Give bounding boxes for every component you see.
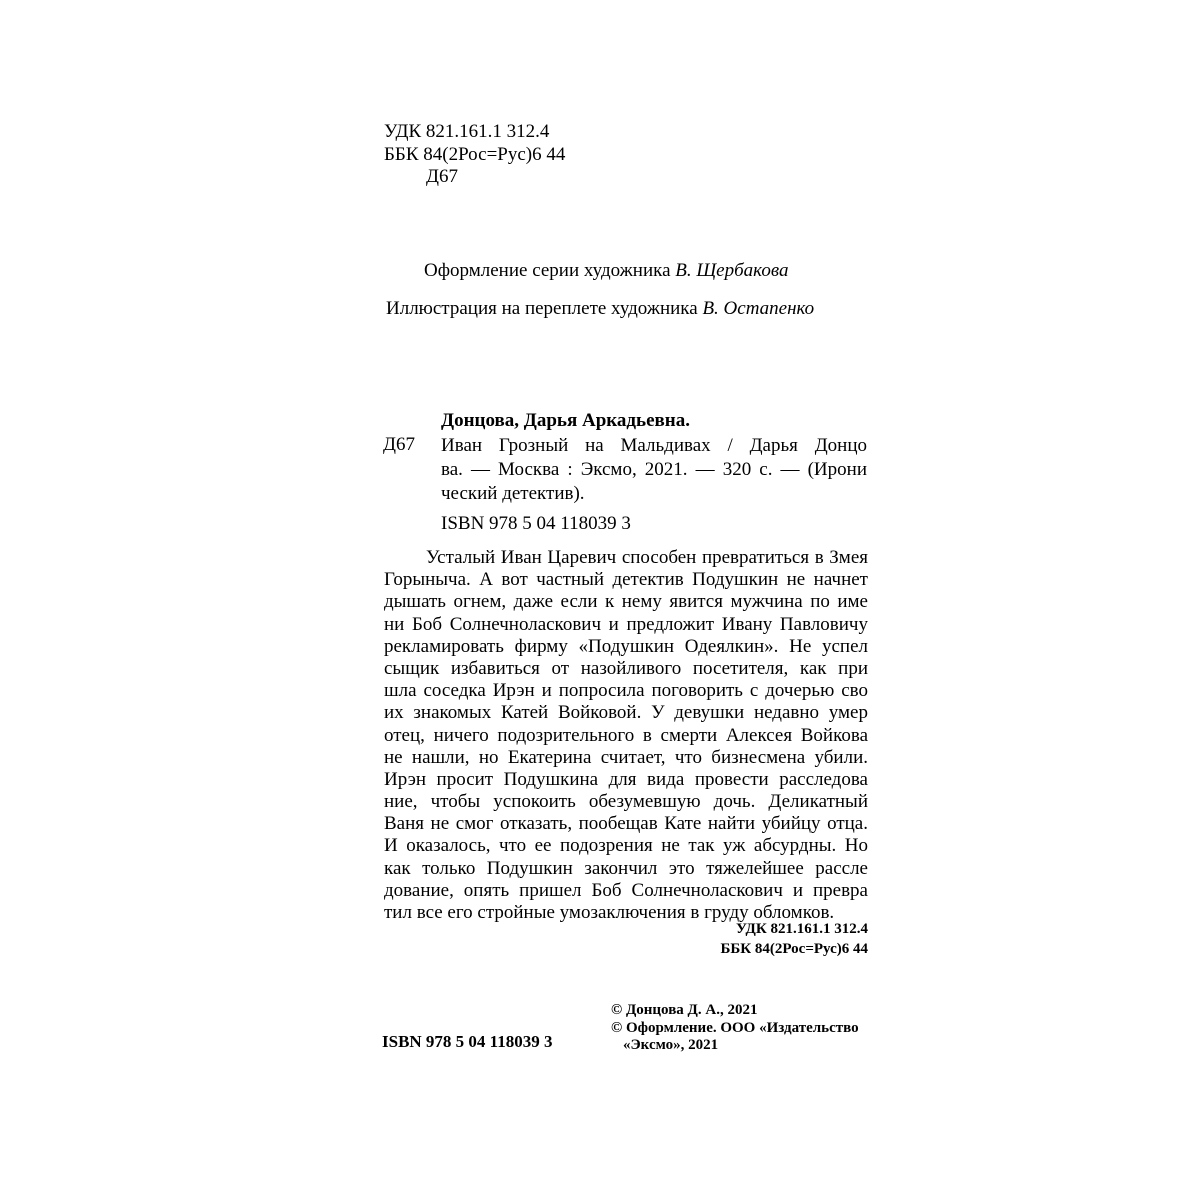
annotation-line: ние, чтобы успокоить обезумевшую дочь. Деликатный: [384, 791, 868, 813]
description-line: Иван Грозный на Мальдивах / Дарья Донцо: [441, 435, 867, 456]
description-line: ческий детектив).: [441, 483, 585, 504]
author-sign: Д67: [426, 166, 458, 187]
annotation-line: Усталый Иван Царевич способен превратиться в Змея: [426, 547, 868, 568]
annotation-line: ни Боб Солнечноласкович и предложит Ивану Павловичу: [384, 613, 868, 635]
annotation-line: И оказалось, что ее подозрения не так уж абсурдны. Но: [384, 835, 868, 857]
series-design-label: Оформление серии художника: [424, 260, 676, 281]
annotation-line: не нашли, но Екатерина считает, что бизнесмена убили.: [384, 746, 868, 768]
annotation-line: их знакомых Катей Войковой. У девушки недавно умер: [384, 702, 868, 724]
copyright-design: © Оформление. ООО «Издательство: [611, 1020, 859, 1036]
annotation-line: Горыныча. А вот частный детектив Подушкин не начнет: [384, 569, 868, 591]
author-heading: Донцова, Дарья Аркадьевна.: [441, 410, 690, 431]
annotation-line: шла соседка Ирэн и попросила поговорить с дочерью сво: [384, 680, 868, 702]
annotation-line: Ирэн просит Подушкина для вида провести расследова: [384, 768, 868, 790]
cover-illustration-label: Иллюстрация на переплете художника: [386, 298, 703, 319]
copyright-design-continued: «Эксмо», 2021: [623, 1037, 719, 1053]
bibliographic-description: [441, 434, 867, 506]
cover-illustration-credit: [386, 298, 814, 320]
series-design-artist: В. Щербакова: [675, 260, 789, 281]
annotation-line: отец, ничего подозрительного в смерти Алексея Войкова: [384, 724, 868, 746]
annotation-line: дышать огнем, даже если к нему явится мужчина по име: [384, 591, 868, 613]
copyright-author: © Донцова Д. А., 2021: [611, 1002, 758, 1018]
annotation-line: тил все его стройные умозаключения в груду обломков.: [384, 902, 835, 923]
annotation: [384, 547, 868, 924]
card-footer-udk: УДК 821.161.1 312.4: [736, 921, 868, 937]
series-design-credit: [424, 260, 788, 282]
card-author-sign: Д67: [383, 434, 415, 455]
cover-illustration-artist: В. Остапенко: [702, 298, 815, 319]
annotation-line: сыщик избавиться от назойливого посетителя, как при: [384, 657, 868, 679]
card-isbn: ISBN 978 5 04 118039 3: [441, 513, 631, 534]
annotation-line: Ваня не смог отказать, пообещав Кате найти убийцу отца.: [384, 813, 868, 835]
description-line: ва. — Москва : Эксмо, 2021. — 320 с. — (Ирони: [441, 459, 867, 480]
udk-code: УДК 821.161.1 312.4: [384, 121, 550, 142]
imprint-isbn: ISBN 978 5 04 118039 3: [382, 1032, 553, 1051]
annotation-line: рекламировать фирму «Подушкин Одеялкин». Не успел: [384, 635, 868, 657]
annotation-line: дование, опять пришел Боб Солнечноласкович и превра: [384, 879, 868, 901]
bbk-code: ББК 84(2Рос=Рус)6 44: [384, 144, 566, 165]
card-footer-bbk: ББК 84(2Рос=Рус)6 44: [720, 941, 868, 957]
annotation-line: как только Подушкин закончил это тяжелейшее рассле: [384, 857, 868, 879]
